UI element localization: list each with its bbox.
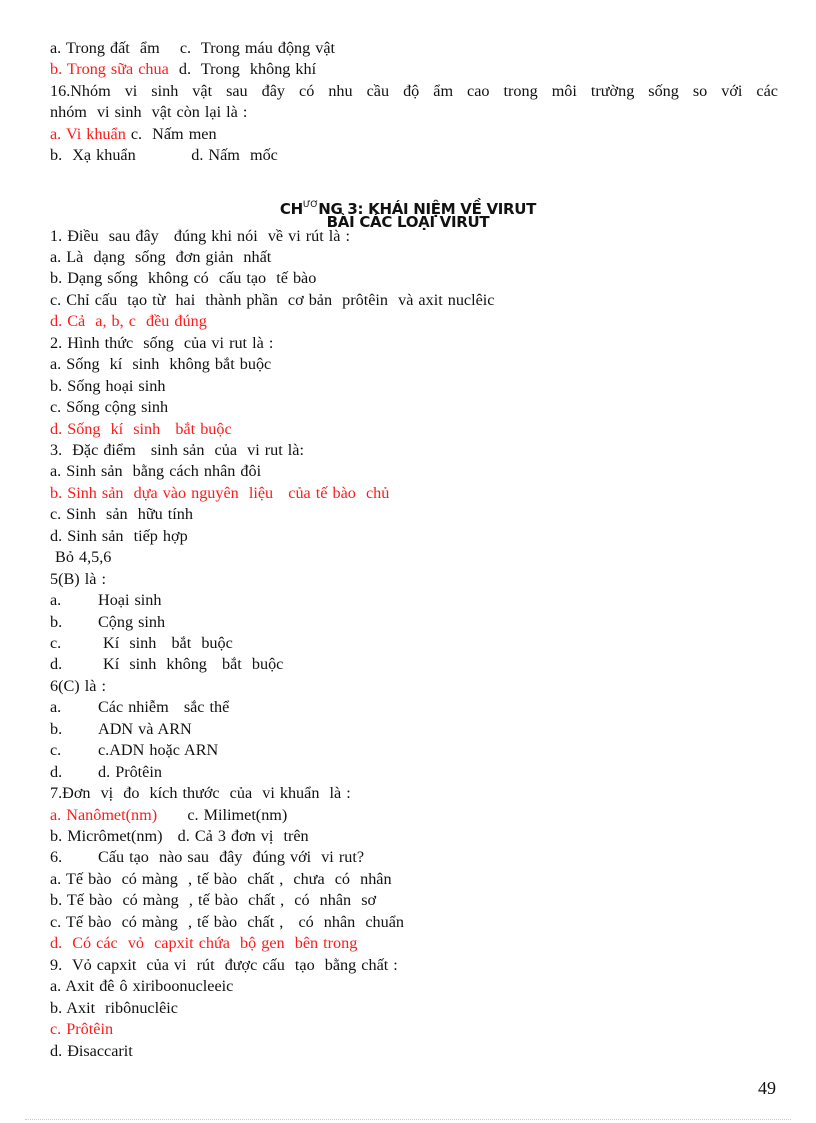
option-letter: d. bbox=[50, 763, 63, 781]
q5-option bbox=[50, 633, 233, 653]
lesson-heading: BÀI CÁC LOẠI VIRUT bbox=[326, 213, 490, 231]
q7-option-d: d. Cả 3 đơn vị trên bbox=[177, 827, 309, 845]
q9-stem: 9. Vỏ capxit của vi rút được cấu tạo bằng chất : bbox=[50, 956, 398, 974]
chapter-heading-sup: ƯƠ bbox=[302, 200, 319, 210]
q9-option-b: b. Axit ribônuclêic bbox=[50, 999, 178, 1017]
q15-option-d: d. Trong không khí bbox=[178, 60, 317, 78]
option-text: Hoại sinh bbox=[98, 591, 162, 609]
q6c-option bbox=[50, 762, 162, 782]
q6b-option-d-answer: d. Có các vỏ capxit chứa bộ gen bên trong bbox=[50, 934, 358, 952]
q7-options-row-2 bbox=[50, 826, 309, 846]
q3-option-d: d. Sinh sản tiếp hợp bbox=[50, 527, 188, 545]
q6b-stem: Cấu tạo nào sau đây đúng với vi rut? bbox=[98, 848, 365, 866]
footer-divider bbox=[25, 1119, 791, 1120]
option-letter: a. bbox=[50, 591, 62, 609]
q5-option bbox=[50, 590, 162, 610]
q9-option-d: d. Đisaccarit bbox=[50, 1042, 133, 1060]
page-number: 49 bbox=[758, 1078, 776, 1098]
q5-stem: 5(B) là : bbox=[50, 570, 106, 588]
q2-option-d-answer: d. Sống kí sinh bắt buộc bbox=[50, 420, 232, 438]
q15-options-row-1 bbox=[50, 38, 335, 58]
q2-option-a: a. Sống kí sinh không bắt buộc bbox=[50, 355, 272, 373]
q3-stem: 3. Đặc điểm sinh sản của vi rut là: bbox=[50, 441, 304, 459]
q9-option-c-answer: c. Prôtêin bbox=[50, 1020, 114, 1038]
q16-option-c: c. Nấm men bbox=[125, 125, 217, 143]
q6b-option-c: c. Tế bào có màng , tế bào chất , có nhân chuẩn bbox=[50, 913, 405, 931]
q7-option-c: c. Milimet(nm) bbox=[187, 806, 288, 824]
option-letter: d. bbox=[50, 655, 63, 673]
q2-stem: 2. Hình thức sống của vi rut là : bbox=[50, 334, 274, 352]
option-text: c.ADN hoặc ARN bbox=[98, 741, 219, 759]
q6b-option-b: b. Tế bào có màng , tế bào chất , có nhân sơ bbox=[50, 891, 377, 909]
q16-stem-line-2: nhóm vi sinh vật còn lại là : bbox=[50, 103, 248, 121]
q2-option-c: c. Sống cộng sinh bbox=[50, 398, 169, 416]
q7-stem: 7.Đơn vị đo kích thước của vi khuẩn là : bbox=[50, 784, 351, 802]
option-text: Kí sinh bắt buộc bbox=[98, 634, 233, 652]
q6b-number: 6. bbox=[50, 848, 63, 866]
q7-option-b: b. Micrômet(nm) bbox=[50, 827, 163, 845]
chapter-heading-post: NG 3: KHÁI NIỆM VỀ VIRUT bbox=[318, 200, 537, 218]
q6b-stem-row bbox=[50, 847, 364, 867]
q1-option-c: c. Chỉ cấu tạo từ hai thành phần cơ bản prôtêin và axit nuclêic bbox=[50, 291, 495, 309]
option-text: Kí sinh không bắt buộc bbox=[98, 655, 284, 673]
q2-option-b: b. Sống hoại sinh bbox=[50, 377, 166, 395]
option-letter: c. bbox=[50, 741, 62, 759]
q15-options-row-2 bbox=[50, 59, 316, 79]
q16-options-row-2 bbox=[50, 145, 278, 165]
option-letter: b. bbox=[50, 720, 63, 738]
q6c-option bbox=[50, 740, 218, 760]
q1-stem: 1. Điều sau đây đúng khi nói về vi rút là : bbox=[50, 227, 351, 245]
option-text: Các nhiễm sắc thể bbox=[98, 698, 230, 716]
q1-option-b: b. Dạng sống không có cấu tạo tế bào bbox=[50, 269, 317, 287]
q16-options-row-1 bbox=[50, 124, 217, 144]
option-text: d. Prôtêin bbox=[98, 763, 162, 781]
option-text: ADN và ARN bbox=[98, 720, 192, 738]
q16-option-b: b. Xạ khuẩn bbox=[50, 146, 136, 164]
q5-option bbox=[50, 612, 165, 632]
q7-option-a-answer: a. Nanômet(nm) bbox=[50, 806, 158, 824]
q15-option-b-answer: b. Trong sữa chua bbox=[50, 60, 169, 78]
q3-option-a: a. Sinh sản bằng cách nhân đôi bbox=[50, 462, 262, 480]
chapter-heading-pre: CH bbox=[279, 200, 303, 218]
q15-option-a: a. Trong đất ẩm bbox=[50, 39, 160, 57]
q3-option-c: c. Sinh sản hữu tính bbox=[50, 505, 193, 523]
q9-option-a: a. Axit đê ô xiriboonucleeic bbox=[50, 977, 234, 995]
q16-stem-line-1: 16.Nhóm vi sinh vật sau đây có nhu cầu độ ẩm cao trong môi trường sống so với các bbox=[50, 82, 778, 100]
q7-options-row-1 bbox=[50, 805, 287, 825]
skip-note: Bỏ 4,5,6 bbox=[50, 548, 112, 566]
q16-option-a-answer: a. Vi khuẩn bbox=[50, 125, 126, 143]
q6c-stem: 6(C) là : bbox=[50, 677, 106, 695]
q16-option-d: d. Nấm mốc bbox=[191, 146, 278, 164]
q1-option-d-answer: d. Cả a, b, c đều đúng bbox=[50, 312, 207, 330]
option-text: Cộng sinh bbox=[98, 613, 166, 631]
q1-option-a: a. Là dạng sống đơn giản nhất bbox=[50, 248, 272, 266]
option-letter: b. bbox=[50, 613, 63, 631]
q15-option-c: c. Trong máu động vật bbox=[179, 39, 336, 57]
q5-option bbox=[50, 654, 283, 674]
q6c-option bbox=[50, 719, 192, 739]
q6b-option-a: a. Tế bào có màng , tế bào chất , chưa có nhân bbox=[50, 870, 392, 888]
option-letter: c. bbox=[50, 634, 62, 652]
q6c-option bbox=[50, 697, 229, 717]
q3-option-b-answer: b. Sinh sản dựa vào nguyên liệu của tế bào chủ bbox=[50, 484, 390, 502]
option-letter: a. bbox=[50, 698, 62, 716]
